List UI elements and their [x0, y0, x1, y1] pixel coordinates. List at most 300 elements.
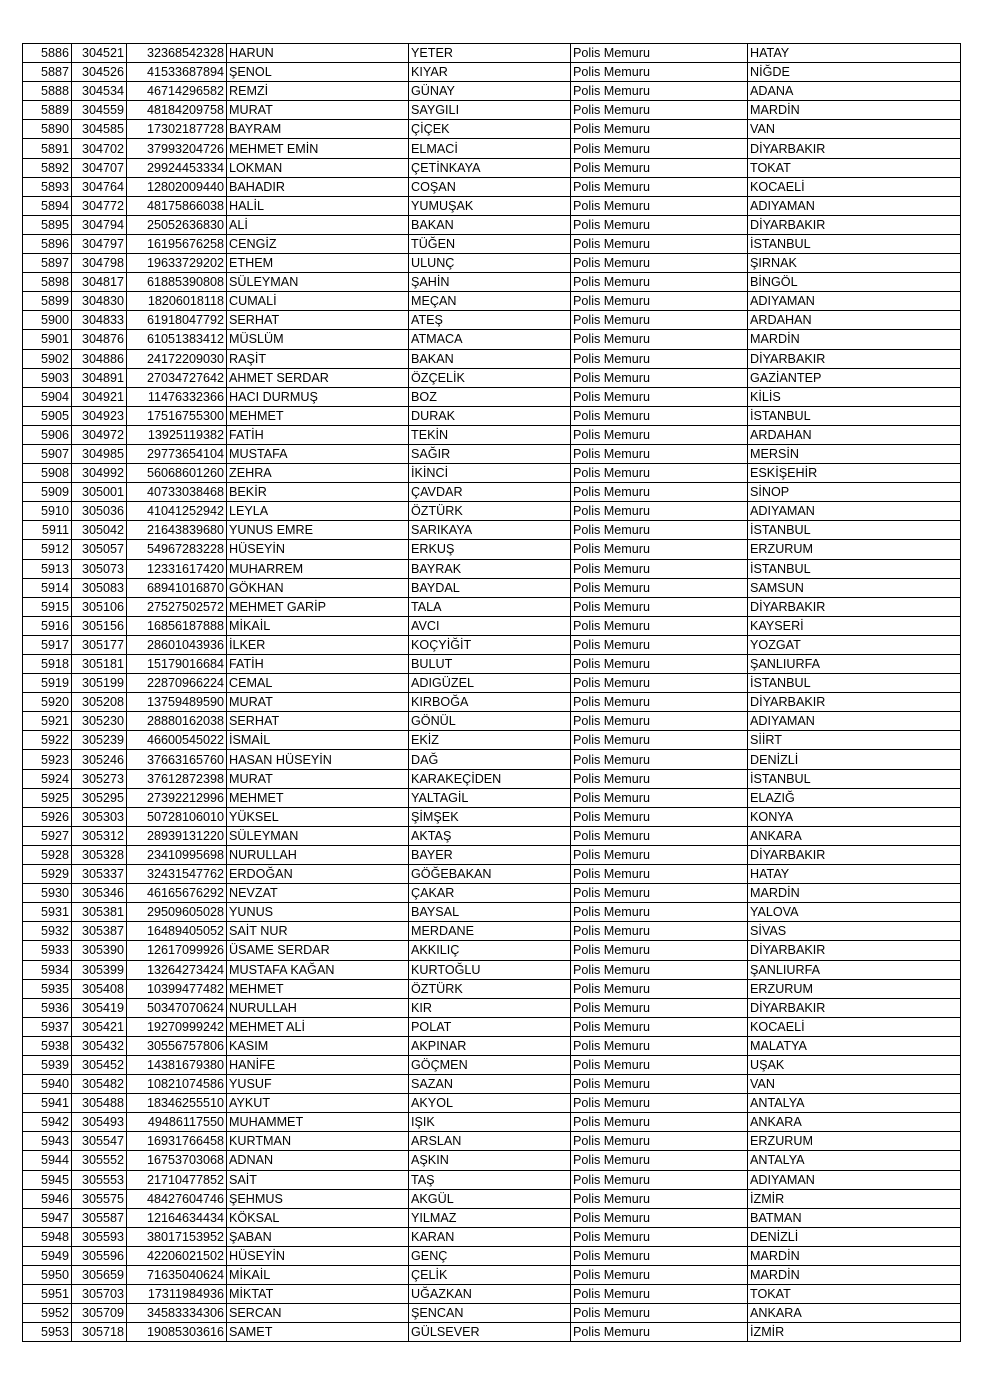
id-number-cell: 50728106010: [127, 807, 227, 826]
title-cell: Polis Memuru: [571, 330, 748, 349]
sequence-number-cell: 5909: [23, 483, 72, 502]
first-name-cell: SERCAN: [227, 1304, 409, 1323]
registry-number-cell: 305057: [72, 540, 127, 559]
table-row: [23, 330, 961, 349]
id-number-cell: 68941016870: [127, 578, 227, 597]
table-row: [23, 483, 961, 502]
sequence-number-cell: 5916: [23, 616, 72, 635]
city-cell: ADIYAMAN: [748, 712, 961, 731]
registry-number-cell: 305408: [72, 979, 127, 998]
title-cell: Polis Memuru: [571, 483, 748, 502]
registry-number-cell: 304830: [72, 292, 127, 311]
last-name-cell: YALTAGİL: [409, 788, 571, 807]
sequence-number-cell: 5918: [23, 655, 72, 674]
title-cell: Polis Memuru: [571, 502, 748, 521]
first-name-cell: MİKAİL: [227, 1266, 409, 1285]
id-number-cell: 14381679380: [127, 1055, 227, 1074]
city-cell: ESKİŞEHİR: [748, 464, 961, 483]
sequence-number-cell: 5897: [23, 254, 72, 273]
city-cell: YOZGAT: [748, 635, 961, 654]
sequence-number-cell: 5888: [23, 82, 72, 101]
last-name-cell: MEÇAN: [409, 292, 571, 311]
title-cell: Polis Memuru: [571, 1113, 748, 1132]
city-cell: MARDİN: [748, 101, 961, 120]
city-cell: ADIYAMAN: [748, 292, 961, 311]
sequence-number-cell: 5896: [23, 234, 72, 253]
sequence-number-cell: 5917: [23, 635, 72, 654]
city-cell: İSTANBUL: [748, 521, 961, 540]
sequence-number-cell: 5886: [23, 44, 72, 63]
sequence-number-cell: 5937: [23, 1017, 72, 1036]
first-name-cell: REMZİ: [227, 82, 409, 101]
id-number-cell: 29773654104: [127, 444, 227, 463]
table-row: [23, 826, 961, 845]
table-row: [23, 158, 961, 177]
sequence-number-cell: 5947: [23, 1208, 72, 1227]
table-row: [23, 311, 961, 330]
id-number-cell: 71635040624: [127, 1266, 227, 1285]
table-row: [23, 63, 961, 82]
table-row: [23, 215, 961, 234]
id-number-cell: 48175866038: [127, 196, 227, 215]
registry-number-cell: 304985: [72, 444, 127, 463]
title-cell: Polis Memuru: [571, 1132, 748, 1151]
first-name-cell: CENGİZ: [227, 234, 409, 253]
sequence-number-cell: 5943: [23, 1132, 72, 1151]
registry-number-cell: 305390: [72, 941, 127, 960]
table-row: [23, 635, 961, 654]
last-name-cell: TALA: [409, 597, 571, 616]
sequence-number-cell: 5915: [23, 597, 72, 616]
sequence-number-cell: 5906: [23, 425, 72, 444]
first-name-cell: MURAT: [227, 101, 409, 120]
sequence-number-cell: 5899: [23, 292, 72, 311]
sequence-number-cell: 5940: [23, 1075, 72, 1094]
registry-number-cell: 305718: [72, 1323, 127, 1342]
id-number-cell: 12331617420: [127, 559, 227, 578]
sequence-number-cell: 5905: [23, 406, 72, 425]
city-cell: MERSİN: [748, 444, 961, 463]
first-name-cell: ALİ: [227, 215, 409, 234]
title-cell: Polis Memuru: [571, 234, 748, 253]
registry-number-cell: 305246: [72, 750, 127, 769]
first-name-cell: FATİH: [227, 655, 409, 674]
city-cell: ARDAHAN: [748, 425, 961, 444]
table-row: [23, 769, 961, 788]
registry-number-cell: 304833: [72, 311, 127, 330]
table-row: [23, 521, 961, 540]
title-cell: Polis Memuru: [571, 158, 748, 177]
first-name-cell: GÖKHAN: [227, 578, 409, 597]
last-name-cell: AKPINAR: [409, 1036, 571, 1055]
first-name-cell: ERDOĞAN: [227, 865, 409, 884]
id-number-cell: 12164634434: [127, 1208, 227, 1227]
registry-number-cell: 304798: [72, 254, 127, 273]
last-name-cell: EKİZ: [409, 731, 571, 750]
id-number-cell: 54967283228: [127, 540, 227, 559]
id-number-cell: 13925119382: [127, 425, 227, 444]
id-number-cell: 10399477482: [127, 979, 227, 998]
registry-number-cell: 305488: [72, 1094, 127, 1113]
id-number-cell: 23410995698: [127, 845, 227, 864]
table-row: [23, 903, 961, 922]
first-name-cell: KÖKSAL: [227, 1208, 409, 1227]
id-number-cell: 16931766458: [127, 1132, 227, 1151]
table-row: [23, 82, 961, 101]
city-cell: İSTANBUL: [748, 406, 961, 425]
table-row: [23, 750, 961, 769]
title-cell: Polis Memuru: [571, 44, 748, 63]
city-cell: MALATYA: [748, 1036, 961, 1055]
sequence-number-cell: 5926: [23, 807, 72, 826]
table-row: [23, 120, 961, 139]
table-row: [23, 368, 961, 387]
city-cell: ŞANLIURFA: [748, 960, 961, 979]
first-name-cell: FATİH: [227, 425, 409, 444]
last-name-cell: ÇAVDAR: [409, 483, 571, 502]
id-number-cell: 13264273424: [127, 960, 227, 979]
title-cell: Polis Memuru: [571, 177, 748, 196]
registry-number-cell: 305177: [72, 635, 127, 654]
first-name-cell: NURULLAH: [227, 845, 409, 864]
registry-number-cell: 305295: [72, 788, 127, 807]
last-name-cell: KIR: [409, 998, 571, 1017]
table-row: [23, 234, 961, 253]
registry-number-cell: 305230: [72, 712, 127, 731]
first-name-cell: ÜSAME SERDAR: [227, 941, 409, 960]
title-cell: Polis Memuru: [571, 865, 748, 884]
last-name-cell: BAKAN: [409, 349, 571, 368]
id-number-cell: 17302187728: [127, 120, 227, 139]
city-cell: ELAZIĞ: [748, 788, 961, 807]
city-cell: ANTALYA: [748, 1094, 961, 1113]
first-name-cell: SAİT NUR: [227, 922, 409, 941]
sequence-number-cell: 5903: [23, 368, 72, 387]
title-cell: Polis Memuru: [571, 215, 748, 234]
last-name-cell: SAYGILI: [409, 101, 571, 120]
id-number-cell: 28939131220: [127, 826, 227, 845]
id-number-cell: 38017153952: [127, 1227, 227, 1246]
first-name-cell: ŞENOL: [227, 63, 409, 82]
sequence-number-cell: 5934: [23, 960, 72, 979]
title-cell: Polis Memuru: [571, 311, 748, 330]
city-cell: ADANA: [748, 82, 961, 101]
first-name-cell: BEKİR: [227, 483, 409, 502]
registry-number-cell: 305553: [72, 1170, 127, 1189]
title-cell: Polis Memuru: [571, 521, 748, 540]
city-cell: İSTANBUL: [748, 769, 961, 788]
city-cell: SİVAS: [748, 922, 961, 941]
first-name-cell: MÜSLÜM: [227, 330, 409, 349]
table-row: [23, 1285, 961, 1304]
city-cell: HATAY: [748, 865, 961, 884]
title-cell: Polis Memuru: [571, 349, 748, 368]
last-name-cell: IŞIK: [409, 1113, 571, 1132]
title-cell: Polis Memuru: [571, 273, 748, 292]
first-name-cell: YUNUS: [227, 903, 409, 922]
city-cell: VAN: [748, 120, 961, 139]
sequence-number-cell: 5920: [23, 693, 72, 712]
title-cell: Polis Memuru: [571, 635, 748, 654]
sequence-number-cell: 5946: [23, 1189, 72, 1208]
sequence-number-cell: 5945: [23, 1170, 72, 1189]
registry-number-cell: 305552: [72, 1151, 127, 1170]
id-number-cell: 61051383412: [127, 330, 227, 349]
first-name-cell: CUMALİ: [227, 292, 409, 311]
title-cell: Polis Memuru: [571, 139, 748, 158]
city-cell: VAN: [748, 1075, 961, 1094]
title-cell: Polis Memuru: [571, 941, 748, 960]
table-row: [23, 1132, 961, 1151]
table-row: [23, 1113, 961, 1132]
registry-number-cell: 304972: [72, 425, 127, 444]
title-cell: Polis Memuru: [571, 1017, 748, 1036]
last-name-cell: ŞENCAN: [409, 1304, 571, 1323]
title-cell: Polis Memuru: [571, 807, 748, 826]
sequence-number-cell: 5901: [23, 330, 72, 349]
title-cell: Polis Memuru: [571, 1227, 748, 1246]
first-name-cell: MURAT: [227, 769, 409, 788]
first-name-cell: RAŞİT: [227, 349, 409, 368]
table-row: [23, 731, 961, 750]
sequence-number-cell: 5928: [23, 845, 72, 864]
table-row: [23, 1094, 961, 1113]
table-row: [23, 578, 961, 597]
title-cell: Polis Memuru: [571, 387, 748, 406]
sequence-number-cell: 5951: [23, 1285, 72, 1304]
table-row: [23, 616, 961, 635]
city-cell: DİYARBAKIR: [748, 597, 961, 616]
sequence-number-cell: 5891: [23, 139, 72, 158]
table-row: [23, 559, 961, 578]
title-cell: Polis Memuru: [571, 540, 748, 559]
registry-number-cell: 305208: [72, 693, 127, 712]
id-number-cell: 41041252942: [127, 502, 227, 521]
first-name-cell: SAİT: [227, 1170, 409, 1189]
table-row: [23, 273, 961, 292]
city-cell: SAMSUN: [748, 578, 961, 597]
last-name-cell: TÜĞEN: [409, 234, 571, 253]
sequence-number-cell: 5895: [23, 215, 72, 234]
table-row: [23, 1323, 961, 1342]
id-number-cell: 48427604746: [127, 1189, 227, 1208]
sequence-number-cell: 5953: [23, 1323, 72, 1342]
first-name-cell: LOKMAN: [227, 158, 409, 177]
table-row: [23, 922, 961, 941]
title-cell: Polis Memuru: [571, 254, 748, 273]
city-cell: MARDİN: [748, 884, 961, 903]
title-cell: Polis Memuru: [571, 464, 748, 483]
first-name-cell: SERHAT: [227, 712, 409, 731]
registry-number-cell: 305036: [72, 502, 127, 521]
registry-number-cell: 305419: [72, 998, 127, 1017]
last-name-cell: BAKAN: [409, 215, 571, 234]
table-row: [23, 1266, 961, 1285]
city-cell: HATAY: [748, 44, 961, 63]
table-row: [23, 444, 961, 463]
title-cell: Polis Memuru: [571, 750, 748, 769]
title-cell: Polis Memuru: [571, 597, 748, 616]
first-name-cell: SÜLEYMAN: [227, 826, 409, 845]
table-row: [23, 788, 961, 807]
id-number-cell: 16489405052: [127, 922, 227, 941]
registry-number-cell: 305239: [72, 731, 127, 750]
first-name-cell: MUSTAFA KAĞAN: [227, 960, 409, 979]
first-name-cell: NEVZAT: [227, 884, 409, 903]
title-cell: Polis Memuru: [571, 1246, 748, 1265]
table-row: [23, 406, 961, 425]
registry-number-cell: 304817: [72, 273, 127, 292]
title-cell: Polis Memuru: [571, 406, 748, 425]
table-row: [23, 1227, 961, 1246]
personnel-table: [22, 43, 961, 1342]
sequence-number-cell: 5930: [23, 884, 72, 903]
last-name-cell: GÜLSEVER: [409, 1323, 571, 1342]
last-name-cell: AVCI: [409, 616, 571, 635]
last-name-cell: ELMACİ: [409, 139, 571, 158]
city-cell: İZMİR: [748, 1323, 961, 1342]
title-cell: Polis Memuru: [571, 884, 748, 903]
city-cell: ANKARA: [748, 1304, 961, 1323]
table-row: [23, 1304, 961, 1323]
first-name-cell: YUNUS EMRE: [227, 521, 409, 540]
last-name-cell: MERDANE: [409, 922, 571, 941]
table-row: [23, 1189, 961, 1208]
table-row: [23, 597, 961, 616]
id-number-cell: 46165676292: [127, 884, 227, 903]
table-row: [23, 464, 961, 483]
title-cell: Polis Memuru: [571, 444, 748, 463]
city-cell: TOKAT: [748, 1285, 961, 1304]
id-number-cell: 32368542328: [127, 44, 227, 63]
registry-number-cell: 305001: [72, 483, 127, 502]
sequence-number-cell: 5941: [23, 1094, 72, 1113]
sequence-number-cell: 5892: [23, 158, 72, 177]
sequence-number-cell: 5944: [23, 1151, 72, 1170]
sequence-number-cell: 5911: [23, 521, 72, 540]
registry-number-cell: 305181: [72, 655, 127, 674]
city-cell: YALOVA: [748, 903, 961, 922]
registry-number-cell: 305346: [72, 884, 127, 903]
registry-number-cell: 305328: [72, 845, 127, 864]
sequence-number-cell: 5912: [23, 540, 72, 559]
title-cell: Polis Memuru: [571, 1208, 748, 1227]
city-cell: UŞAK: [748, 1055, 961, 1074]
city-cell: ANTALYA: [748, 1151, 961, 1170]
title-cell: Polis Memuru: [571, 1075, 748, 1094]
sequence-number-cell: 5950: [23, 1266, 72, 1285]
sequence-number-cell: 5900: [23, 311, 72, 330]
last-name-cell: DURAK: [409, 406, 571, 425]
title-cell: Polis Memuru: [571, 769, 748, 788]
first-name-cell: SERHAT: [227, 311, 409, 330]
city-cell: DİYARBAKIR: [748, 139, 961, 158]
sequence-number-cell: 5938: [23, 1036, 72, 1055]
title-cell: Polis Memuru: [571, 196, 748, 215]
first-name-cell: MEHMET GARİP: [227, 597, 409, 616]
id-number-cell: 40733038468: [127, 483, 227, 502]
title-cell: Polis Memuru: [571, 960, 748, 979]
sequence-number-cell: 5939: [23, 1055, 72, 1074]
sequence-number-cell: 5908: [23, 464, 72, 483]
city-cell: İSTANBUL: [748, 234, 961, 253]
last-name-cell: UĞAZKAN: [409, 1285, 571, 1304]
last-name-cell: AKTAŞ: [409, 826, 571, 845]
registry-number-cell: 305547: [72, 1132, 127, 1151]
city-cell: KAYSERİ: [748, 616, 961, 635]
id-number-cell: 16195676258: [127, 234, 227, 253]
city-cell: KOCAELİ: [748, 177, 961, 196]
sequence-number-cell: 5935: [23, 979, 72, 998]
first-name-cell: ZEHRA: [227, 464, 409, 483]
title-cell: Polis Memuru: [571, 674, 748, 693]
table-row: [23, 998, 961, 1017]
city-cell: MARDİN: [748, 1266, 961, 1285]
first-name-cell: MUHARREM: [227, 559, 409, 578]
id-number-cell: 37612872398: [127, 769, 227, 788]
last-name-cell: ÖZÇELİK: [409, 368, 571, 387]
id-number-cell: 32431547762: [127, 865, 227, 884]
registry-number-cell: 305381: [72, 903, 127, 922]
first-name-cell: ADNAN: [227, 1151, 409, 1170]
id-number-cell: 48184209758: [127, 101, 227, 120]
city-cell: DİYARBAKIR: [748, 215, 961, 234]
table-row: [23, 693, 961, 712]
title-cell: Polis Memuru: [571, 998, 748, 1017]
registry-number-cell: 304772: [72, 196, 127, 215]
registry-number-cell: 305596: [72, 1246, 127, 1265]
last-name-cell: ERKUŞ: [409, 540, 571, 559]
table-row: [23, 884, 961, 903]
first-name-cell: İSMAİL: [227, 731, 409, 750]
first-name-cell: YÜKSEL: [227, 807, 409, 826]
id-number-cell: 10821074586: [127, 1075, 227, 1094]
table-row: [23, 254, 961, 273]
title-cell: Polis Memuru: [571, 82, 748, 101]
sequence-number-cell: 5936: [23, 998, 72, 1017]
id-number-cell: 24172209030: [127, 349, 227, 368]
registry-number-cell: 304534: [72, 82, 127, 101]
id-number-cell: 18346255510: [127, 1094, 227, 1113]
registry-number-cell: 304521: [72, 44, 127, 63]
registry-number-cell: 305312: [72, 826, 127, 845]
first-name-cell: ŞEHMUS: [227, 1189, 409, 1208]
sequence-number-cell: 5914: [23, 578, 72, 597]
sequence-number-cell: 5904: [23, 387, 72, 406]
registry-number-cell: 305452: [72, 1055, 127, 1074]
city-cell: ŞANLIURFA: [748, 655, 961, 674]
sequence-number-cell: 5948: [23, 1227, 72, 1246]
title-cell: Polis Memuru: [571, 903, 748, 922]
sequence-number-cell: 5924: [23, 769, 72, 788]
last-name-cell: BULUT: [409, 655, 571, 674]
first-name-cell: NURULLAH: [227, 998, 409, 1017]
registry-number-cell: 304797: [72, 234, 127, 253]
id-number-cell: 19633729202: [127, 254, 227, 273]
title-cell: Polis Memuru: [571, 1094, 748, 1113]
city-cell: ARDAHAN: [748, 311, 961, 330]
city-cell: KONYA: [748, 807, 961, 826]
registry-number-cell: 304707: [72, 158, 127, 177]
sequence-number-cell: 5933: [23, 941, 72, 960]
table-row: [23, 139, 961, 158]
first-name-cell: HALİL: [227, 196, 409, 215]
first-name-cell: ŞABAN: [227, 1227, 409, 1246]
first-name-cell: MİKTAT: [227, 1285, 409, 1304]
title-cell: Polis Memuru: [571, 559, 748, 578]
last-name-cell: AKGÜL: [409, 1189, 571, 1208]
id-number-cell: 16856187888: [127, 616, 227, 635]
